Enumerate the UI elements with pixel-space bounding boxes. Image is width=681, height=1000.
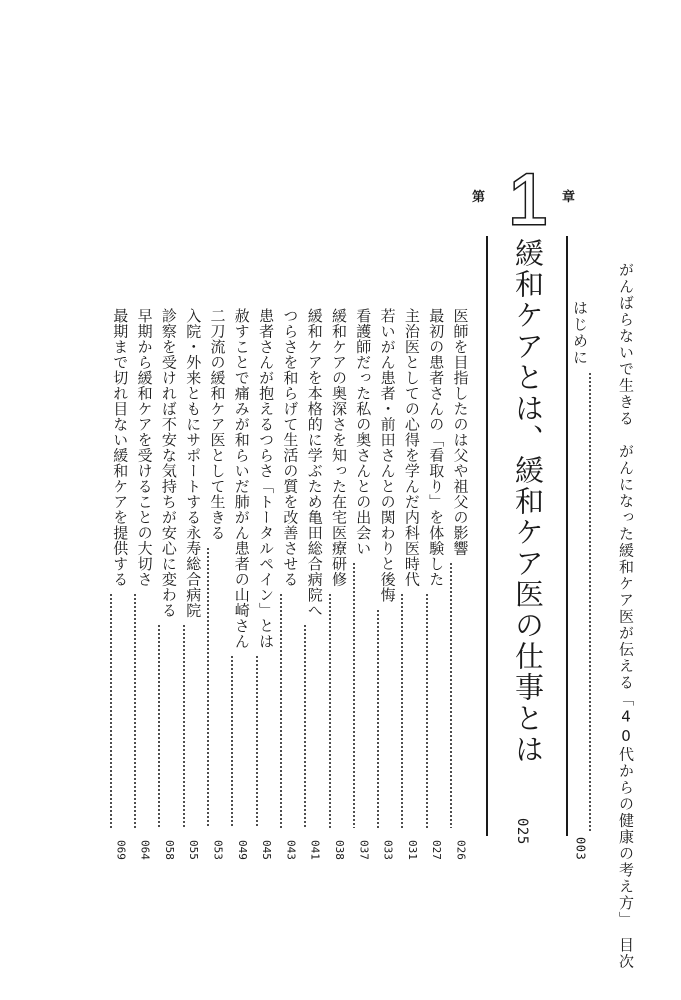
toc-entry-title: つらさを和らげて生活の質を改善させる: [281, 308, 300, 587]
dot-leader: [450, 562, 452, 828]
dot-leader: [134, 593, 136, 828]
toc-entry-title: 患者さんが抱えるつらさ「トータルペイン」とは: [257, 308, 276, 649]
dot-leader: [280, 593, 282, 828]
toc-entry-title: 診察を受ければ不安な気持ちが安心に変わる: [159, 308, 178, 618]
toc-entry-title: 二刀流の緩和ケア医として生きる: [208, 308, 227, 541]
toc-entry[interactable]: [329, 308, 351, 860]
toc-entry-page-number: 033: [381, 840, 395, 860]
chapter-number: [498, 162, 558, 232]
dot-leader: [304, 624, 306, 828]
toc-entry-title: 最初の患者さんの「看取り」を体験した: [427, 308, 446, 587]
toc-entry-page-number: 049: [235, 840, 249, 860]
chapter-rule-left: [486, 236, 488, 836]
dot-leader: [353, 562, 355, 828]
chapter-page-number: 025: [514, 818, 530, 845]
toc-entry-title: 看護師だった私の奥さんとの出会い: [354, 308, 373, 556]
chapter-rule-right: [566, 236, 568, 836]
toc-entry-page-number: 037: [357, 840, 371, 860]
toc-entry-title: 最期まで切れ目ない緩和ケアを提供する: [111, 308, 130, 587]
toc-entry[interactable]: [158, 308, 180, 860]
dot-leader: [110, 593, 112, 828]
toc-entry[interactable]: [280, 308, 302, 860]
toc-entry[interactable]: [134, 308, 156, 860]
toc-entry-page-number: 045: [260, 840, 274, 860]
dot-leader: [426, 593, 428, 828]
chapter-label-suffix: 章: [562, 190, 576, 205]
svg-text:1: 1: [507, 162, 549, 232]
toc-entry-title: 若いがん患者・前田さんとの関わりと後悔: [378, 308, 397, 603]
book-title: がんばらないで生きる がんになった緩和ケア医が伝える「40代からの健康の考え方」 目次: [617, 262, 635, 970]
toc-entry-page-number: 058: [162, 840, 176, 860]
toc-entry-page-number: 064: [138, 840, 152, 860]
dot-leader: [589, 372, 591, 831]
dot-leader: [183, 624, 185, 828]
toc-entry-title: 主治医としての心得を学んだ内科医時代: [402, 308, 421, 587]
toc-entry[interactable]: [110, 308, 132, 860]
toc-entry-title: 緩和ケアを本格的に学ぶため亀田総合病院へ: [305, 308, 324, 618]
toc-entry-title: 入院・外来ともにサポートする永寿総合病院: [184, 308, 203, 618]
toc-entry-page-number: 038: [333, 840, 346, 860]
toc-entry-title: 早期から緩和ケアを受けることの大切さ: [135, 308, 154, 587]
dot-leader: [158, 624, 160, 828]
dot-leader: [377, 609, 379, 829]
intro-label: はじめに: [571, 300, 589, 366]
toc-entry[interactable]: [207, 308, 229, 860]
toc-entry[interactable]: [231, 308, 253, 860]
toc-entry-page-number: 043: [284, 840, 298, 860]
chapter-label-prefix: 第: [472, 190, 486, 205]
toc-entry[interactable]: [377, 308, 399, 860]
toc-entry[interactable]: [304, 308, 326, 860]
dot-leader: [329, 593, 331, 828]
chapter-title: 緩和ケアとは、緩和ケア医の仕事とは: [511, 238, 545, 765]
toc-entry[interactable]: [353, 308, 375, 860]
intro-page-number: 003: [573, 836, 588, 860]
dot-leader: [401, 593, 403, 828]
toc-entry-page-number: 053: [211, 840, 225, 860]
toc-entry-page-number: 041: [308, 840, 322, 860]
toc-entry[interactable]: [183, 308, 205, 860]
toc-entry-page-number: 027: [430, 840, 444, 860]
toc-entry-title: 緩和ケアの奥深さを知った在宅医療研修: [330, 308, 348, 587]
toc-intro-entry[interactable]: [570, 300, 591, 860]
toc-entry-page-number: 055: [187, 840, 201, 860]
toc-entry-page-number: 031: [405, 840, 419, 860]
toc-entry[interactable]: [256, 308, 278, 860]
dot-leader: [207, 547, 209, 829]
toc-entry-page-number: 026: [454, 840, 468, 860]
dot-leader: [256, 655, 258, 828]
toc-entry-page-number: 069: [114, 840, 128, 860]
toc-entry-title: 医師を目指したのは父や祖父の影響: [451, 308, 470, 556]
toc-entry[interactable]: [401, 308, 423, 860]
toc-entry-title: 赦すことで痛みが和らいだ肺がん患者の山崎さん: [232, 308, 251, 649]
toc-entry[interactable]: [450, 308, 472, 860]
dot-leader: [231, 655, 233, 828]
toc-entry[interactable]: [426, 308, 448, 860]
